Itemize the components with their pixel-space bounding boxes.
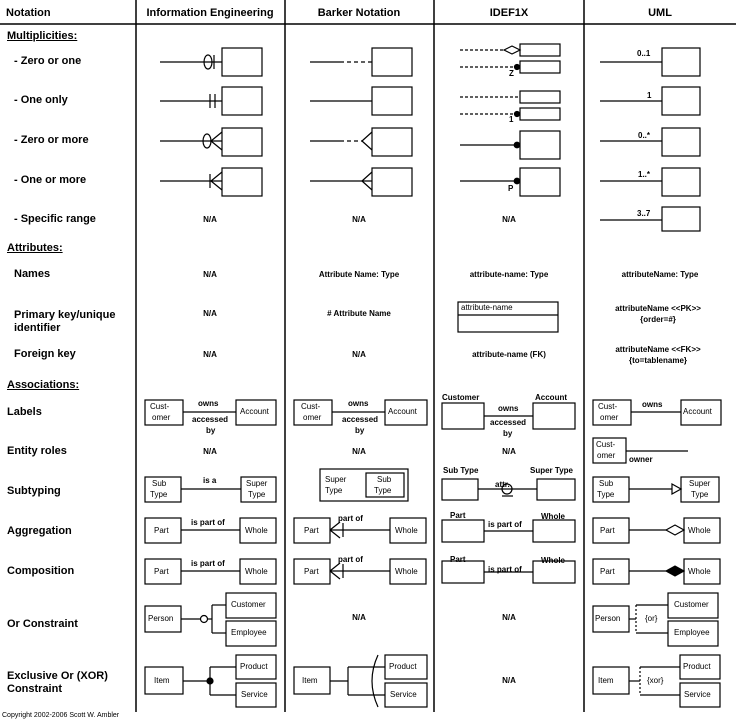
idef-comp-part: Part xyxy=(450,555,466,564)
idef-subtype-attr: attr. xyxy=(495,480,510,489)
barker-subtype-subtype: Type xyxy=(374,486,392,495)
na-idef-or: N/A xyxy=(502,613,516,622)
barker-agg-part: Part xyxy=(304,526,319,535)
idef-label-customer: Customer xyxy=(442,393,480,402)
na-idef-xor: N/A xyxy=(502,676,516,685)
header-idef1x: IDEF1X xyxy=(489,7,529,19)
idef-label-owns: owns xyxy=(498,404,519,413)
row-subtyping: Subtyping xyxy=(7,485,61,497)
uml-comp-part: Part xyxy=(600,567,615,576)
idef-agg-is-part-of: is part of xyxy=(488,520,522,529)
barker-xor-item: Item xyxy=(302,676,318,685)
ie-xor-item: Item xyxy=(154,676,170,685)
idef-zero-or-more xyxy=(460,131,560,159)
barker-comp-part-of: part of xyxy=(338,555,363,564)
uml-subtype-sub: Sub xyxy=(599,479,614,488)
uml-attr-pk-2: {order=#} xyxy=(640,315,676,324)
idef-attr-pk: attribute-name xyxy=(461,303,513,312)
row-specific-range: - Specific range xyxy=(14,213,96,225)
idef-one-marker: 1 xyxy=(509,115,514,124)
idef-label-account: Account xyxy=(535,393,567,402)
ie-label-by: by xyxy=(206,426,216,435)
idef-subtype-sub: Sub Type xyxy=(443,466,479,475)
uml-attr-pk-1: attributeName <<PK>> xyxy=(615,304,701,313)
ie-comp-part: Part xyxy=(154,567,169,576)
uml-comp-whole: Whole xyxy=(688,567,711,576)
barker-one-only xyxy=(310,87,412,115)
ie-comp-is-part-of: is part of xyxy=(191,559,225,568)
idef-subtype-super: Super Type xyxy=(530,466,573,475)
ie-comp-whole: Whole xyxy=(245,567,268,576)
uml-subtype-super: Super xyxy=(689,479,711,488)
section-attributes: Attributes: xyxy=(7,242,63,254)
na-ie-roles: N/A xyxy=(203,447,217,456)
row-zero-or-more: - Zero or more xyxy=(14,134,89,146)
header-notation: Notation xyxy=(6,7,51,19)
xor-shapes xyxy=(145,655,720,707)
barker-xor-product: Product xyxy=(389,662,417,671)
na-idef-roles: N/A xyxy=(502,447,516,456)
ie-zero-or-one xyxy=(160,48,262,76)
composition-shapes xyxy=(145,556,720,584)
idef-label-accessed: accessed xyxy=(490,418,527,427)
idef-comp-whole: Whole xyxy=(541,556,565,565)
uml-xor-item: Item xyxy=(598,676,614,685)
uml-agg-part: Part xyxy=(600,526,615,535)
uml-or-customer: Customer xyxy=(674,600,709,609)
header-information-engineering: Information Engineering xyxy=(146,7,274,19)
barker-zero-or-one xyxy=(310,48,412,76)
row-names: Names xyxy=(14,268,51,280)
uml-xor-label: {xor} xyxy=(647,676,664,685)
idef-attr-names: attribute-name: Type xyxy=(469,270,549,279)
barker-xor-service: Service xyxy=(390,690,417,699)
uml-label-owns: owns xyxy=(642,400,663,409)
section-multiplicities: Multiplicities: xyxy=(7,30,78,42)
row-labels: Labels xyxy=(7,406,42,418)
uml-label-customer: Cust- xyxy=(598,402,618,411)
ie-label-customer-2: omer xyxy=(152,413,171,422)
barker-attr-pk: # Attribute Name xyxy=(327,309,391,318)
ie-zero-or-more xyxy=(160,128,262,156)
subtyping-shapes xyxy=(145,466,719,502)
row-zero-or-one: - Zero or one xyxy=(14,55,82,67)
barker-label-accessed: accessed xyxy=(342,415,379,424)
aggregation-shapes xyxy=(145,518,720,543)
uml-xor-service: Service xyxy=(684,690,711,699)
na-ie-fk: N/A xyxy=(203,350,217,359)
barker-one-or-more xyxy=(310,168,412,196)
uml-role-customer: Cust- xyxy=(596,440,616,449)
uml-agg-whole: Whole xyxy=(688,526,711,535)
ie-agg-whole: Whole xyxy=(245,526,268,535)
na-ie-range: N/A xyxy=(203,215,217,224)
ie-or-person: Person xyxy=(148,614,174,623)
ie-one-or-more xyxy=(160,168,262,196)
barker-zero-or-more xyxy=(310,128,412,156)
barker-comp-whole: Whole xyxy=(395,567,418,576)
idef-label-by: by xyxy=(503,429,513,438)
uml-role-customer-2: omer xyxy=(597,451,616,460)
uml-label-account: Account xyxy=(683,407,712,416)
header-barker: Barker Notation xyxy=(317,7,401,19)
row-one-or-more: - One or more xyxy=(14,174,87,186)
idef-p-marker: P xyxy=(508,184,514,193)
row-foreign-key: Foreign key xyxy=(14,348,76,360)
labels-shapes xyxy=(145,400,721,429)
uml-or-person: Person xyxy=(595,614,621,623)
uml-subtype-type: Type xyxy=(597,490,615,499)
uml-mult-range: 3..7 xyxy=(637,209,651,218)
ie-subtype-type: Type xyxy=(150,490,168,499)
barker-agg-whole: Whole xyxy=(395,526,418,535)
na-ie-names: N/A xyxy=(203,270,217,279)
ie-one-only xyxy=(160,87,262,115)
ie-subtype-is-a: is a xyxy=(203,476,217,485)
row-entity-roles: Entity roles xyxy=(7,445,67,457)
uml-attr-names: attributeName: Type xyxy=(621,270,699,279)
barker-agg-part-of: part of xyxy=(338,514,363,523)
ie-subtype-super: Super xyxy=(246,479,268,488)
row-xor-constraint: Exclusive Or (XOR) xyxy=(7,670,108,682)
ie-or-employee: Employee xyxy=(231,628,267,637)
na-ie-pk: N/A xyxy=(203,309,217,318)
ie-label-customer: Cust- xyxy=(150,402,170,411)
barker-label-by: by xyxy=(355,426,365,435)
row-xor-constraint-line2: Constraint xyxy=(7,683,62,695)
ie-xor-product: Product xyxy=(240,662,268,671)
na-idef-range: N/A xyxy=(502,215,516,224)
uml-mult-zero-many: 0..* xyxy=(638,131,651,140)
idef-comp-is-part-of: is part of xyxy=(488,565,522,574)
barker-label-customer-2: omer xyxy=(303,413,322,422)
copyright-footer: Copyright 2002-2006 Scott W. Ambler xyxy=(2,712,120,719)
ie-or-customer: Customer xyxy=(231,600,266,609)
row-primary-key-line2: identifier xyxy=(14,322,61,334)
row-primary-key: Primary key/unique xyxy=(14,309,116,321)
uml-mult-one: 1 xyxy=(647,91,652,100)
barker-label-account: Account xyxy=(388,407,417,416)
barker-subtype-supertype: Type xyxy=(325,486,343,495)
ie-subtype-supertype: Type xyxy=(248,490,266,499)
section-associations: Associations: xyxy=(7,379,80,391)
barker-subtype-sub: Sub xyxy=(377,475,392,484)
barker-comp-part: Part xyxy=(304,567,319,576)
ie-label-account: Account xyxy=(240,407,269,416)
ie-label-owns: owns xyxy=(198,399,219,408)
uml-label-customer-2: omer xyxy=(600,413,619,422)
barker-label-owns: owns xyxy=(348,399,369,408)
uml-or-employee: Employee xyxy=(674,628,710,637)
header-uml: UML xyxy=(648,7,672,19)
ie-label-accessed: accessed xyxy=(192,415,229,424)
ie-agg-part: Part xyxy=(154,526,169,535)
uml-or-label: {or} xyxy=(645,614,658,623)
barker-subtype-super: Super xyxy=(325,475,347,484)
uml-subtype-supertype: Type xyxy=(691,490,709,499)
uml-role-owner: owner xyxy=(629,455,653,464)
na-barker-fk: N/A xyxy=(352,350,366,359)
uml-attr-fk-1: attributeName <<FK>> xyxy=(615,345,701,354)
uml-mult-one-many: 1..* xyxy=(638,170,651,179)
uml-attr-fk-2: {to=tablename} xyxy=(628,356,688,365)
idef-z-marker: Z xyxy=(509,69,514,78)
idef-attr-fk: attribute-name (FK) xyxy=(472,350,546,359)
barker-label-customer: Cust- xyxy=(301,402,321,411)
na-barker-range: N/A xyxy=(352,215,366,224)
ie-xor-service: Service xyxy=(241,690,268,699)
row-aggregation: Aggregation xyxy=(7,525,72,537)
barker-attr-names: Attribute Name: Type xyxy=(318,270,400,279)
uml-mult-zero-one: 0..1 xyxy=(637,49,651,58)
idef-agg-part: Part xyxy=(450,511,466,520)
na-barker-roles: N/A xyxy=(352,447,366,456)
ie-agg-is-part-of: is part of xyxy=(191,518,225,527)
row-one-only: - One only xyxy=(14,94,68,106)
na-barker-or: N/A xyxy=(352,613,366,622)
row-or-constraint: Or Constraint xyxy=(7,618,78,630)
uml-xor-product: Product xyxy=(683,662,711,671)
idef-agg-whole: Whole xyxy=(541,512,565,521)
ie-subtype-sub: Sub xyxy=(152,479,167,488)
row-composition: Composition xyxy=(7,565,75,577)
